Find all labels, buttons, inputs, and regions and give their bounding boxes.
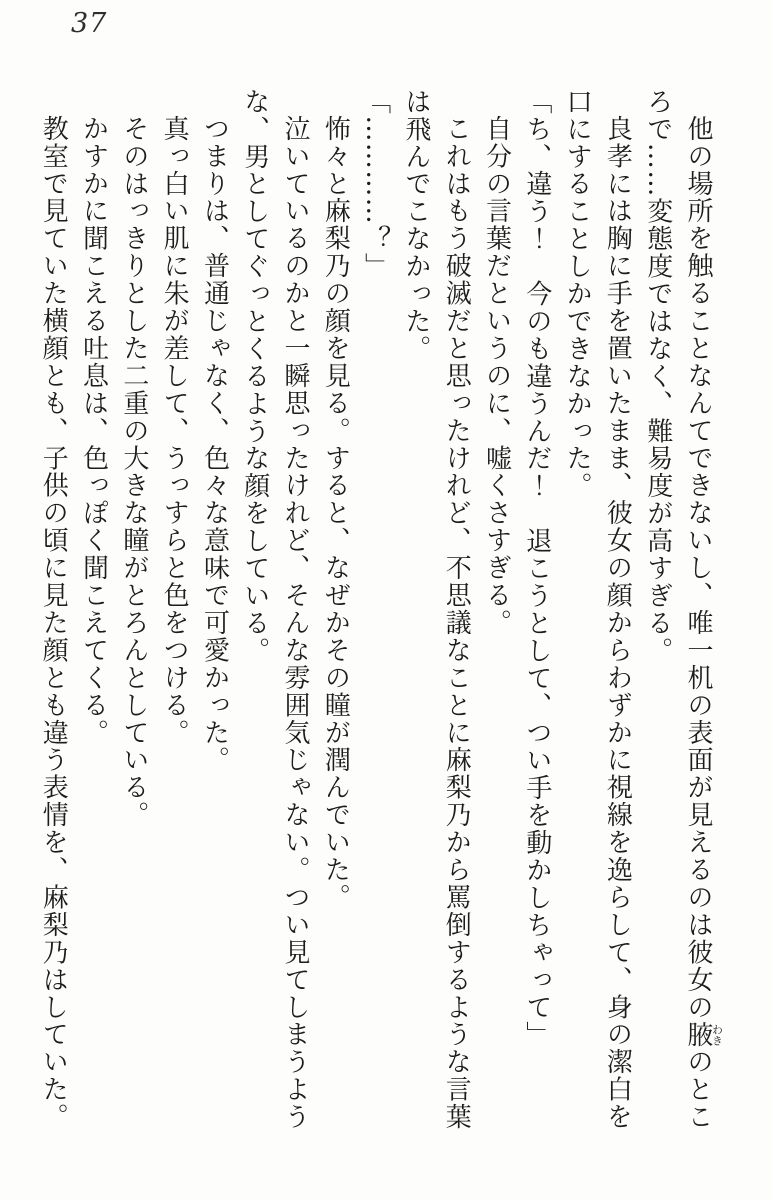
page-number: 37 [71,8,108,39]
paragraph [396,88,477,1135]
paragraph [114,88,154,1135]
paragraph [73,88,113,1135]
paragraph [517,88,557,1135]
vertical-text-block [33,88,723,1135]
paragraph [154,88,194,1135]
text-run: 「ち、違う！ 今のも違うんだ！ 退こうとして、つい手を動かしちゃって」 [521,88,552,1049]
text-run: 教室で見ていた横顔とも、子供の頃に見た顔とも違う表情を、麻梨乃はしていた。 [38,115,69,1132]
text-run: 自分の言葉だというのに、嘘くさすぎる。 [481,115,512,637]
paragraph [315,88,355,1135]
text-run: 泣いているのかと一瞬思ったけれど、そんな雰囲気じゃない。つい見てしまうような、男としてぐっとくるような顔をしている。 [239,88,311,1132]
text-run: 良孝には胸に手を置いたまま、彼女の顔からわずかに視線を逸らして、身の潔白を口にすることしかできなかった。 [562,88,633,1132]
paragraph [637,88,723,1135]
paragraph [194,88,234,1135]
text-run: 怖々と麻梨乃の顔を見る。すると、なぜかその瞳が潤んでいた。 [320,115,351,912]
text-run: そのはっきりとした二重の大きな瞳がとろんとしている。 [118,115,149,830]
paragraph [33,88,73,1135]
text-run: 他の場所を触ることなんてできないし、唯一机の表面が見えるのは彼女の [683,115,713,1022]
text-run: 「…………？」 [360,88,391,281]
paragraph [476,88,516,1135]
text-run: のところで……変態度ではなく、難易度が高すぎる。 [642,88,713,1132]
ruby-annotated-word: 腋わき [683,1021,724,1049]
text-run: これはもう破滅だと思ったけれど、不思議なことに麻梨乃から罵倒するような言葉は飛んでこなかった。 [400,88,472,1132]
text-run: 真っ白い肌に朱が差して、うっすらと色をつける。 [159,115,190,747]
paragraph [557,88,638,1135]
text-run: つまりは、普通じゃなく、色々な意味で可愛かった。 [199,115,230,775]
text-run: かすかに聞こえる吐息は、色っぽく聞こえてくる。 [78,115,109,747]
furigana: わき [710,1021,724,1049]
paragraph [355,88,395,1135]
paragraph [234,88,315,1135]
